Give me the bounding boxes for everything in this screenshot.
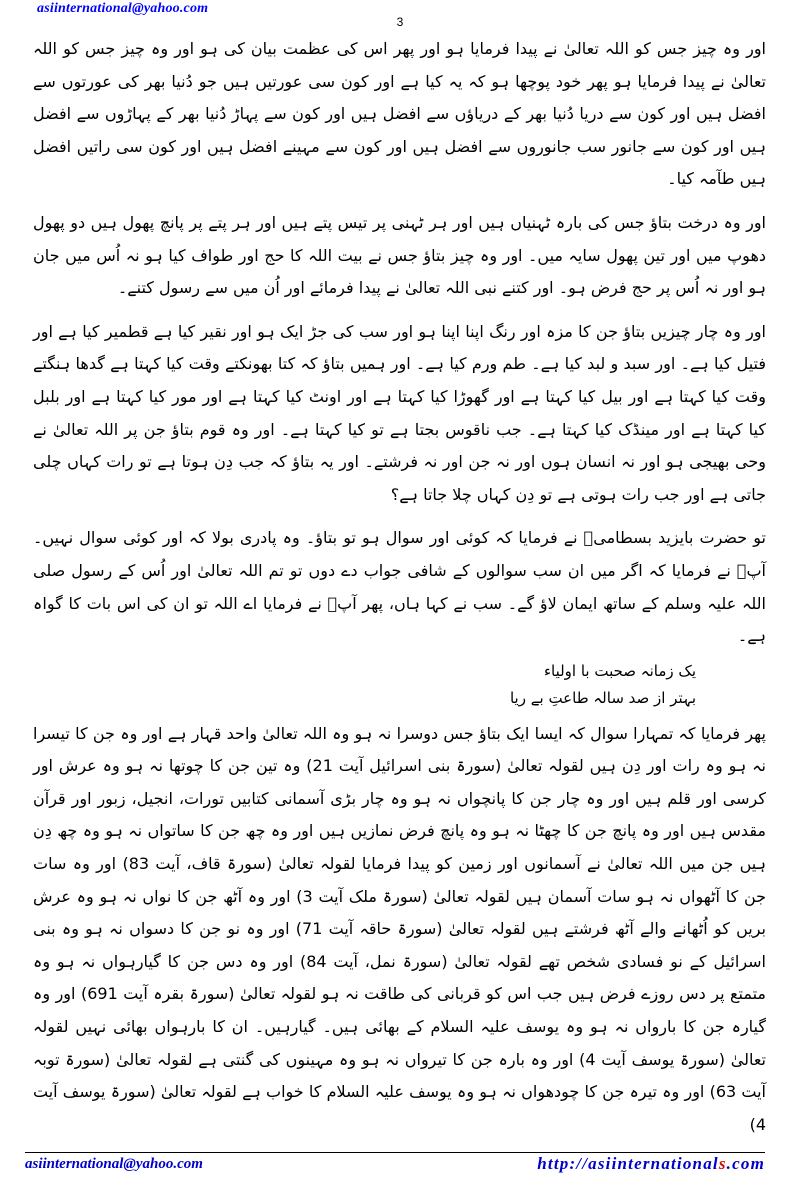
header-email-link[interactable]: asiinternational@yahoo.com <box>37 1 209 16</box>
footer-email-link[interactable]: asiinternational@yahoo.com <box>25 1156 203 1172</box>
footer-divider <box>25 1152 765 1153</box>
document-body <box>33 33 766 1152</box>
footer-url-prefix: http://asiinternational <box>537 1154 719 1173</box>
footer-url-suffix: .com <box>726 1154 765 1173</box>
footer-website-link[interactable] <box>537 1154 765 1174</box>
persian-couplet <box>33 658 766 712</box>
couplet-line-1: یک زمانہ صحبت با اولیاء <box>543 661 696 680</box>
paragraph-questions-tree: اور وہ درخت بتاؤ جس کی بارہ ٹہنیاں ہیں اور ہر ٹہنی پر تیس پتے ہیں اور ہر پتے پر پانچ پھول ہیں دو پھول دھوپ میں اور تین پھول سایہ میں۔ اور وہ چیز بتاؤ جس نے بیت اللہ کا حج اور طواف کیا ہو نہ اُس میں جان ہو اور نہ اُس پر حج فرض ہو۔ اور کتنے نبی اللہ تعالیٰ نے پیدا فرمائے اور اُن میں سے رسول کتنے۔ <box>33 212 766 298</box>
couplet-line-2: بہتر از صد سالہ طاعتِ بے ریا <box>509 688 696 707</box>
paragraph-questions-creation: اور وہ چیز جس کو اللہ تعالیٰ نے پیدا فرمایا ہو اور پھر اس کی عظمت بیان کی ہو اور وہ چیز جس کو اللہ تعالیٰ نے پیدا فرمایا ہو پھر خود پوچھا ہو کہ یہ کیا ہے اور کون سی عورتیں ہیں جو دُنیا بھر کی عورتوں سے افضل ہیں اور کون سے دریا دُنیا بھر کے دریاؤں سے افضل ہیں اور کون سے پہاڑ دُنیا بھر کے پہاڑوں سے افضل ہیں اور کون سے جانور سب جانوروں سے افضل ہیں اور کون سے مہینے افضل ہیں اور کون سی راتیں افضل ہیں طآمہ کیا۔ <box>33 39 766 189</box>
footer-url-accent: s <box>718 1154 727 1173</box>
page-number: 3 <box>396 15 404 29</box>
paragraph-questions-animals: اور وہ چار چیزیں بتاؤ جن کا مزہ اور رنگ اپنا اپنا ہو اور سب کی جڑ ایک ہو اور نقیر کیا ہے قطمیر کیا ہے اور فتیل کیا ہے۔ اور سبد و لبد کیا ہے۔ طم ورم کیا ہے۔ اور ہمیں بتاؤ کہ کتا بھونکتے وقت کیا کہتا ہے گدھا ہنگتے وقت کیا کہتا ہے اور بیل کیا کہتا ہے اور گھوڑا کیا کہتا ہے اور اونٹ کیا کہتا ہے اور مور کیا کہتا ہے اور بلبل کیا کہتا ہے اور مینڈک کیا کہتا ہے۔ جب ناقوس بجتا ہے تو کیا کہتا ہے۔ اور وہ قوم بتاؤ جن پر اللہ تعالیٰ نے وحی بھیجی ہو اور نہ انسان ہوں اور نہ جن اور نہ فرشتے۔ اور یہ بتاؤ کہ جب دِن ہوتا ہے تو رات کہاں چلی جاتی ہے اور جب رات ہوتی ہے تو دِن کہاں چلا جاتا ہے؟ <box>33 321 766 504</box>
paragraph-answers: پھر فرمایا کہ تمہارا سوال کہ ایسا ایک بتاؤ جس دوسرا نہ ہو وہ اللہ تعالیٰ واحد قہار ہے اور وہ جن کا تیسرا نہ ہو وہ رات اور دِن ہیں لقولہ تعالیٰ (سورۃ بنی اسرائیل آیت 21) وہ تین جن کا چوتھا نہ ہو وہ عرش اور کرسی اور قلم ہیں اور وہ چار جن کا پانچواں نہ ہو وہ چار بڑی آسمانی کتابیں تورات، انجیل، زبور اور قرآن مقدس ہیں اور وہ پانچ جن کا چھٹا نہ ہو وہ پانچ فرض نمازیں ہیں اور وہ چھ جن کا ساتواں نہ ہو وہ چھ دِن ہیں جن میں اللہ تعالیٰ نے آسمانوں اور زمین کو پیدا فرمایا لقولہ تعالیٰ (سورۃ قاف، آیت 83) اور وہ سات جن کا آٹھواں نہ ہو سات آسمان ہیں لقولہ تعالیٰ (سورۃ ملک آیت 3) اور وہ آٹھ جن کا نواں نہ ہو وہ عرش بریں کو اُٹھانے والے آٹھ فرشتے ہیں لقولہ تعالیٰ (سورۃ حاقہ آیت 71) اور وہ نو جن کا دسواں نہ ہو وہ بنی اسرائیل کے نو فسادی شخص تھے لقولہ تعالیٰ (سورۃ نمل، آیت 84) اور وہ دس جن کا گیارہواں نہ ہو وہ متمتع پر دس روزے فرض ہیں جب اس کو قربانی کی طاقت نہ ہو لقولہ تعالیٰ (سورۃ بقرہ آیت 691) اور وہ گیارہ جن کا بارواں نہ ہو وہ یوسف علیہ السلام کے بھائی ہیں۔ گیارہیں۔ ان کا بارہواں بھائی نہیں لقولہ تعالیٰ (سورۃ یوسف آیت 4) اور وہ بارہ جن کا تیرواں نہ ہو وہ مہینوں کی گنتی ہے لقولہ تعالیٰ (سورۃ توبہ آیت 63) اور وہ تیرہ جن کا چودھواں نہ ہو وہ یوسف علیہ السلام کا خواب ہے لقولہ تعالیٰ (سورۃ یوسف آیت 4) <box>33 723 767 1134</box>
paragraph-bayazid-reply: تو حضرت بایزید بسطامیؒ نے فرمایا کہ کوئی اور سوال ہو تو بتاؤ۔ وہ پادری بولا کہ اور کوئی سوال نہیں۔ آپؒ نے فرمایا کہ اگر میں ان سب سوالوں کے شافی جواب دے دوں تو تم اللہ تعالیٰ اور اُس کے رسول صلی اللہ علیہ وسلم کے ساتھ ایمان لاؤ گے۔ سب نے کہا ہاں، پھر آپؒ نے فرمایا اے اللہ تو ان کی اس بات کا گواہ ہے۔ <box>33 528 766 646</box>
